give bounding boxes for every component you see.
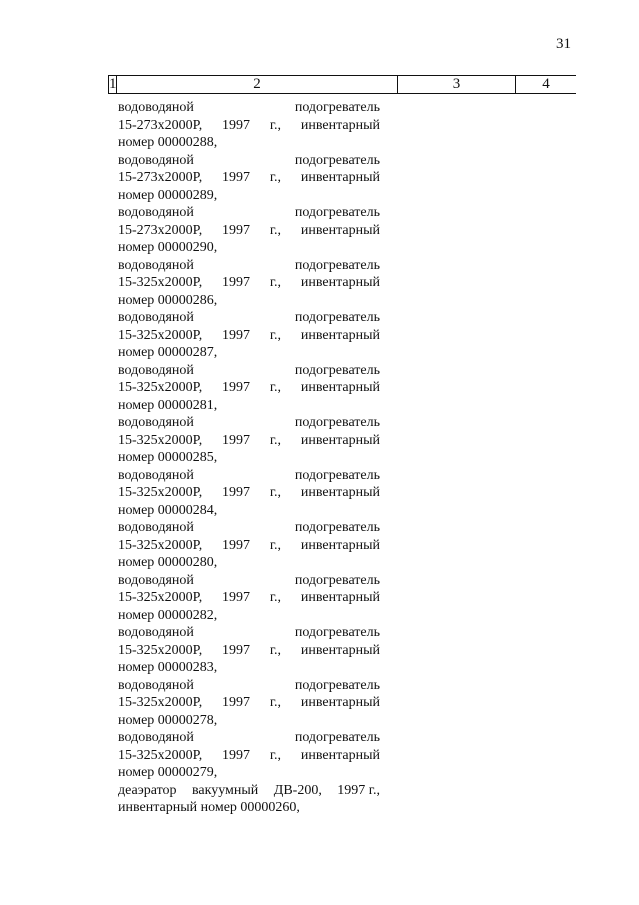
equipment-type: водоводяной [118, 572, 194, 588]
entry-line-model [118, 432, 380, 450]
list-item [118, 782, 380, 817]
inventory-label: инвентарный [300, 222, 380, 238]
year-suffix: г., [269, 380, 282, 395]
equipment-kind: подогреватель [294, 205, 380, 220]
entry-line-name [118, 624, 380, 642]
year: 1997 [222, 432, 251, 448]
entry-line-model [118, 274, 380, 292]
entry-line-number [118, 397, 380, 415]
equipment-kind: подогреватель [294, 100, 380, 115]
equipment-type: деаэратор [118, 782, 177, 798]
equipment-type: водоводяной [118, 362, 194, 378]
equipment-type: водоводяной [118, 467, 194, 483]
equipment-kind: подогреватель [294, 152, 380, 168]
entry-line-model [118, 537, 380, 555]
entry-line-name [118, 152, 380, 170]
equipment-kind: подогреватель [294, 257, 380, 273]
equipment-model: 15-325x2000Р, [118, 485, 203, 500]
table-header-col-3: 3 [398, 76, 516, 93]
year: 1997 [222, 695, 251, 710]
entry-line-number [118, 502, 380, 520]
entry-line-model [118, 694, 380, 712]
year: 1997 [222, 590, 251, 605]
entry-line-number [118, 187, 380, 205]
equipment-type: водоводяной [118, 677, 194, 693]
inventory-number: инвентарный номер 00000260, [118, 800, 300, 815]
page-number: 31 [556, 36, 571, 52]
entry-line-model [118, 484, 380, 502]
entry-line-name [118, 519, 380, 537]
equipment-type: водоводяной [118, 257, 194, 273]
inventory-label: инвентарный [300, 642, 380, 658]
equipment-model: 15-325x2000Р, [118, 590, 203, 605]
equipment-model: 15-325x2000Р, [118, 537, 203, 553]
equipment-model: 15-325x2000Р, [118, 327, 203, 343]
equipment-type: водоводяной [118, 415, 194, 430]
inventory-number: номер 00000288, [118, 135, 218, 150]
entry-line-name [118, 362, 380, 380]
equipment-model: ДВ-200, [273, 782, 322, 798]
entry-line-number [118, 239, 380, 257]
equipment-kind: подогреватель [294, 362, 380, 378]
equipment-kind: подогреватель [294, 625, 380, 640]
equipment-model: 15-325x2000Р, [118, 275, 203, 290]
inventory-number: номер 00000278, [118, 712, 218, 728]
inventory-label: инвентарный [300, 432, 380, 448]
list-item [118, 99, 380, 152]
equipment-kind: подогреватель [294, 520, 380, 535]
entry-line-model [118, 327, 380, 345]
year: 1997 [222, 485, 251, 500]
equipment-model: 15-273x2000Р, [118, 222, 203, 238]
equipment-kind: подогреватель [294, 415, 380, 430]
inventory-label: инвентарный [300, 327, 380, 343]
equipment-type: водоводяной [118, 310, 194, 325]
year: 1997 [222, 327, 251, 343]
entry-line-name [118, 782, 380, 800]
entry-line-name [118, 309, 380, 327]
list-item [118, 519, 380, 572]
inventory-number: номер 00000284, [118, 502, 218, 518]
year-suffix: г., [269, 275, 282, 290]
inventory-label: инвентарный [300, 275, 380, 290]
equipment-kind: подогреватель [294, 310, 380, 325]
inventory-number: номер 00000283, [118, 660, 218, 675]
table-header-col-1: 1 [109, 76, 117, 92]
inventory-label: инвентарный [300, 590, 380, 605]
entry-line-model [118, 169, 380, 187]
year-suffix: г., [269, 222, 282, 238]
list-item [118, 624, 380, 677]
entry-line-number [118, 712, 380, 730]
equipment-model: 15-325x2000Р, [118, 642, 203, 658]
list-item [118, 729, 380, 782]
year: 1997 [222, 222, 251, 238]
inventory-number: номер 00000286, [118, 292, 218, 308]
entry-line-model [118, 642, 380, 660]
inventory-number: номер 00000279, [118, 765, 218, 780]
equipment-type: водоводяной [118, 100, 194, 115]
entry-line-name [118, 572, 380, 590]
year: 1997 [222, 380, 251, 395]
list-item [118, 152, 380, 205]
year-suffix: г., [269, 695, 282, 710]
year: 1997 [222, 117, 251, 133]
list-item [118, 362, 380, 415]
table-header-col-2: 2 [117, 76, 398, 93]
entry-line-name [118, 414, 380, 432]
inventory-number: номер 00000289, [118, 187, 218, 203]
entry-line-name [118, 257, 380, 275]
year: 1997 [222, 642, 251, 658]
inventory-number: номер 00000282, [118, 607, 218, 623]
list-item [118, 204, 380, 257]
entry-line-model [118, 379, 380, 397]
year-suffix: г., [269, 117, 282, 133]
entry-line-model [118, 747, 380, 765]
list-item [118, 309, 380, 362]
equipment-type: водоводяной [118, 730, 194, 745]
equipment-type: водоводяной [118, 205, 194, 220]
inventory-label: инвентарный [300, 170, 380, 185]
equipment-kind: подогреватель [294, 572, 380, 588]
entry-line-number [118, 292, 380, 310]
entry-line-number [118, 799, 380, 817]
year-suffix: г., [269, 485, 282, 500]
list-item [118, 677, 380, 730]
year-suffix: г., [269, 327, 282, 343]
year: 1997 [222, 170, 251, 185]
inventory-label: инвентарный [300, 380, 380, 395]
equipment-type: водоводяной [118, 520, 194, 535]
equipment-model: 15-325x2000Р, [118, 747, 203, 763]
list-item [118, 572, 380, 625]
entry-line-model [118, 117, 380, 135]
entry-line-number [118, 344, 380, 362]
entry-line-number [118, 764, 380, 782]
equipment-model: 15-325x2000Р, [118, 380, 203, 395]
list-item [118, 257, 380, 310]
equipment-kind: подогреватель [294, 467, 380, 483]
equipment-model: 15-325x2000Р, [118, 432, 203, 448]
inventory-label: инвентарный [300, 117, 380, 133]
year-suffix: г., [269, 170, 282, 185]
equipment-type: водоводяной [118, 152, 194, 168]
equipment-kind: подогреватель [294, 730, 380, 745]
entry-line-name [118, 99, 380, 117]
entry-line-model [118, 222, 380, 240]
year-suffix: г., [269, 537, 282, 553]
year: 1997 [222, 275, 251, 290]
entry-line-name [118, 204, 380, 222]
inventory-number: номер 00000285, [118, 450, 218, 465]
entry-line-number [118, 134, 380, 152]
inventory-label: инвентарный [300, 695, 380, 710]
entry-line-name [118, 467, 380, 485]
table-header [108, 75, 576, 94]
equipment-model: 15-273x2000Р, [118, 117, 203, 133]
inventory-number: номер 00000287, [118, 345, 218, 360]
equipment-model: 15-273x2000Р, [118, 170, 203, 185]
inventory-number: номер 00000281, [118, 397, 218, 413]
inventory-label: инвентарный [300, 485, 380, 500]
inventory-number: номер 00000290, [118, 240, 218, 255]
list-item [118, 467, 380, 520]
entry-line-number [118, 554, 380, 572]
equipment-kind: вакуумный [191, 782, 259, 798]
equipment-type: водоводяной [118, 625, 194, 640]
entry-line-name [118, 677, 380, 695]
list-item [118, 414, 380, 467]
inventory-label: инвентарный [300, 537, 380, 553]
entry-line-number [118, 607, 380, 625]
entry-line-number [118, 449, 380, 467]
year-suffix: г., [269, 590, 282, 605]
year-suffix: г., [269, 642, 282, 658]
year-suffix: г., [269, 432, 282, 448]
inventory-list [118, 99, 380, 817]
equipment-model: 15-325x2000Р, [118, 695, 203, 710]
entry-line-number [118, 659, 380, 677]
inventory-number: номер 00000280, [118, 555, 218, 570]
year: 1997 г., [337, 782, 380, 798]
entry-line-name [118, 729, 380, 747]
year: 1997 [222, 747, 251, 763]
year-suffix: г., [269, 747, 282, 763]
equipment-kind: подогреватель [294, 677, 380, 693]
entry-line-model [118, 589, 380, 607]
inventory-label: инвентарный [300, 747, 380, 763]
year: 1997 [222, 537, 251, 553]
table-header-col-4: 4 [542, 76, 550, 92]
